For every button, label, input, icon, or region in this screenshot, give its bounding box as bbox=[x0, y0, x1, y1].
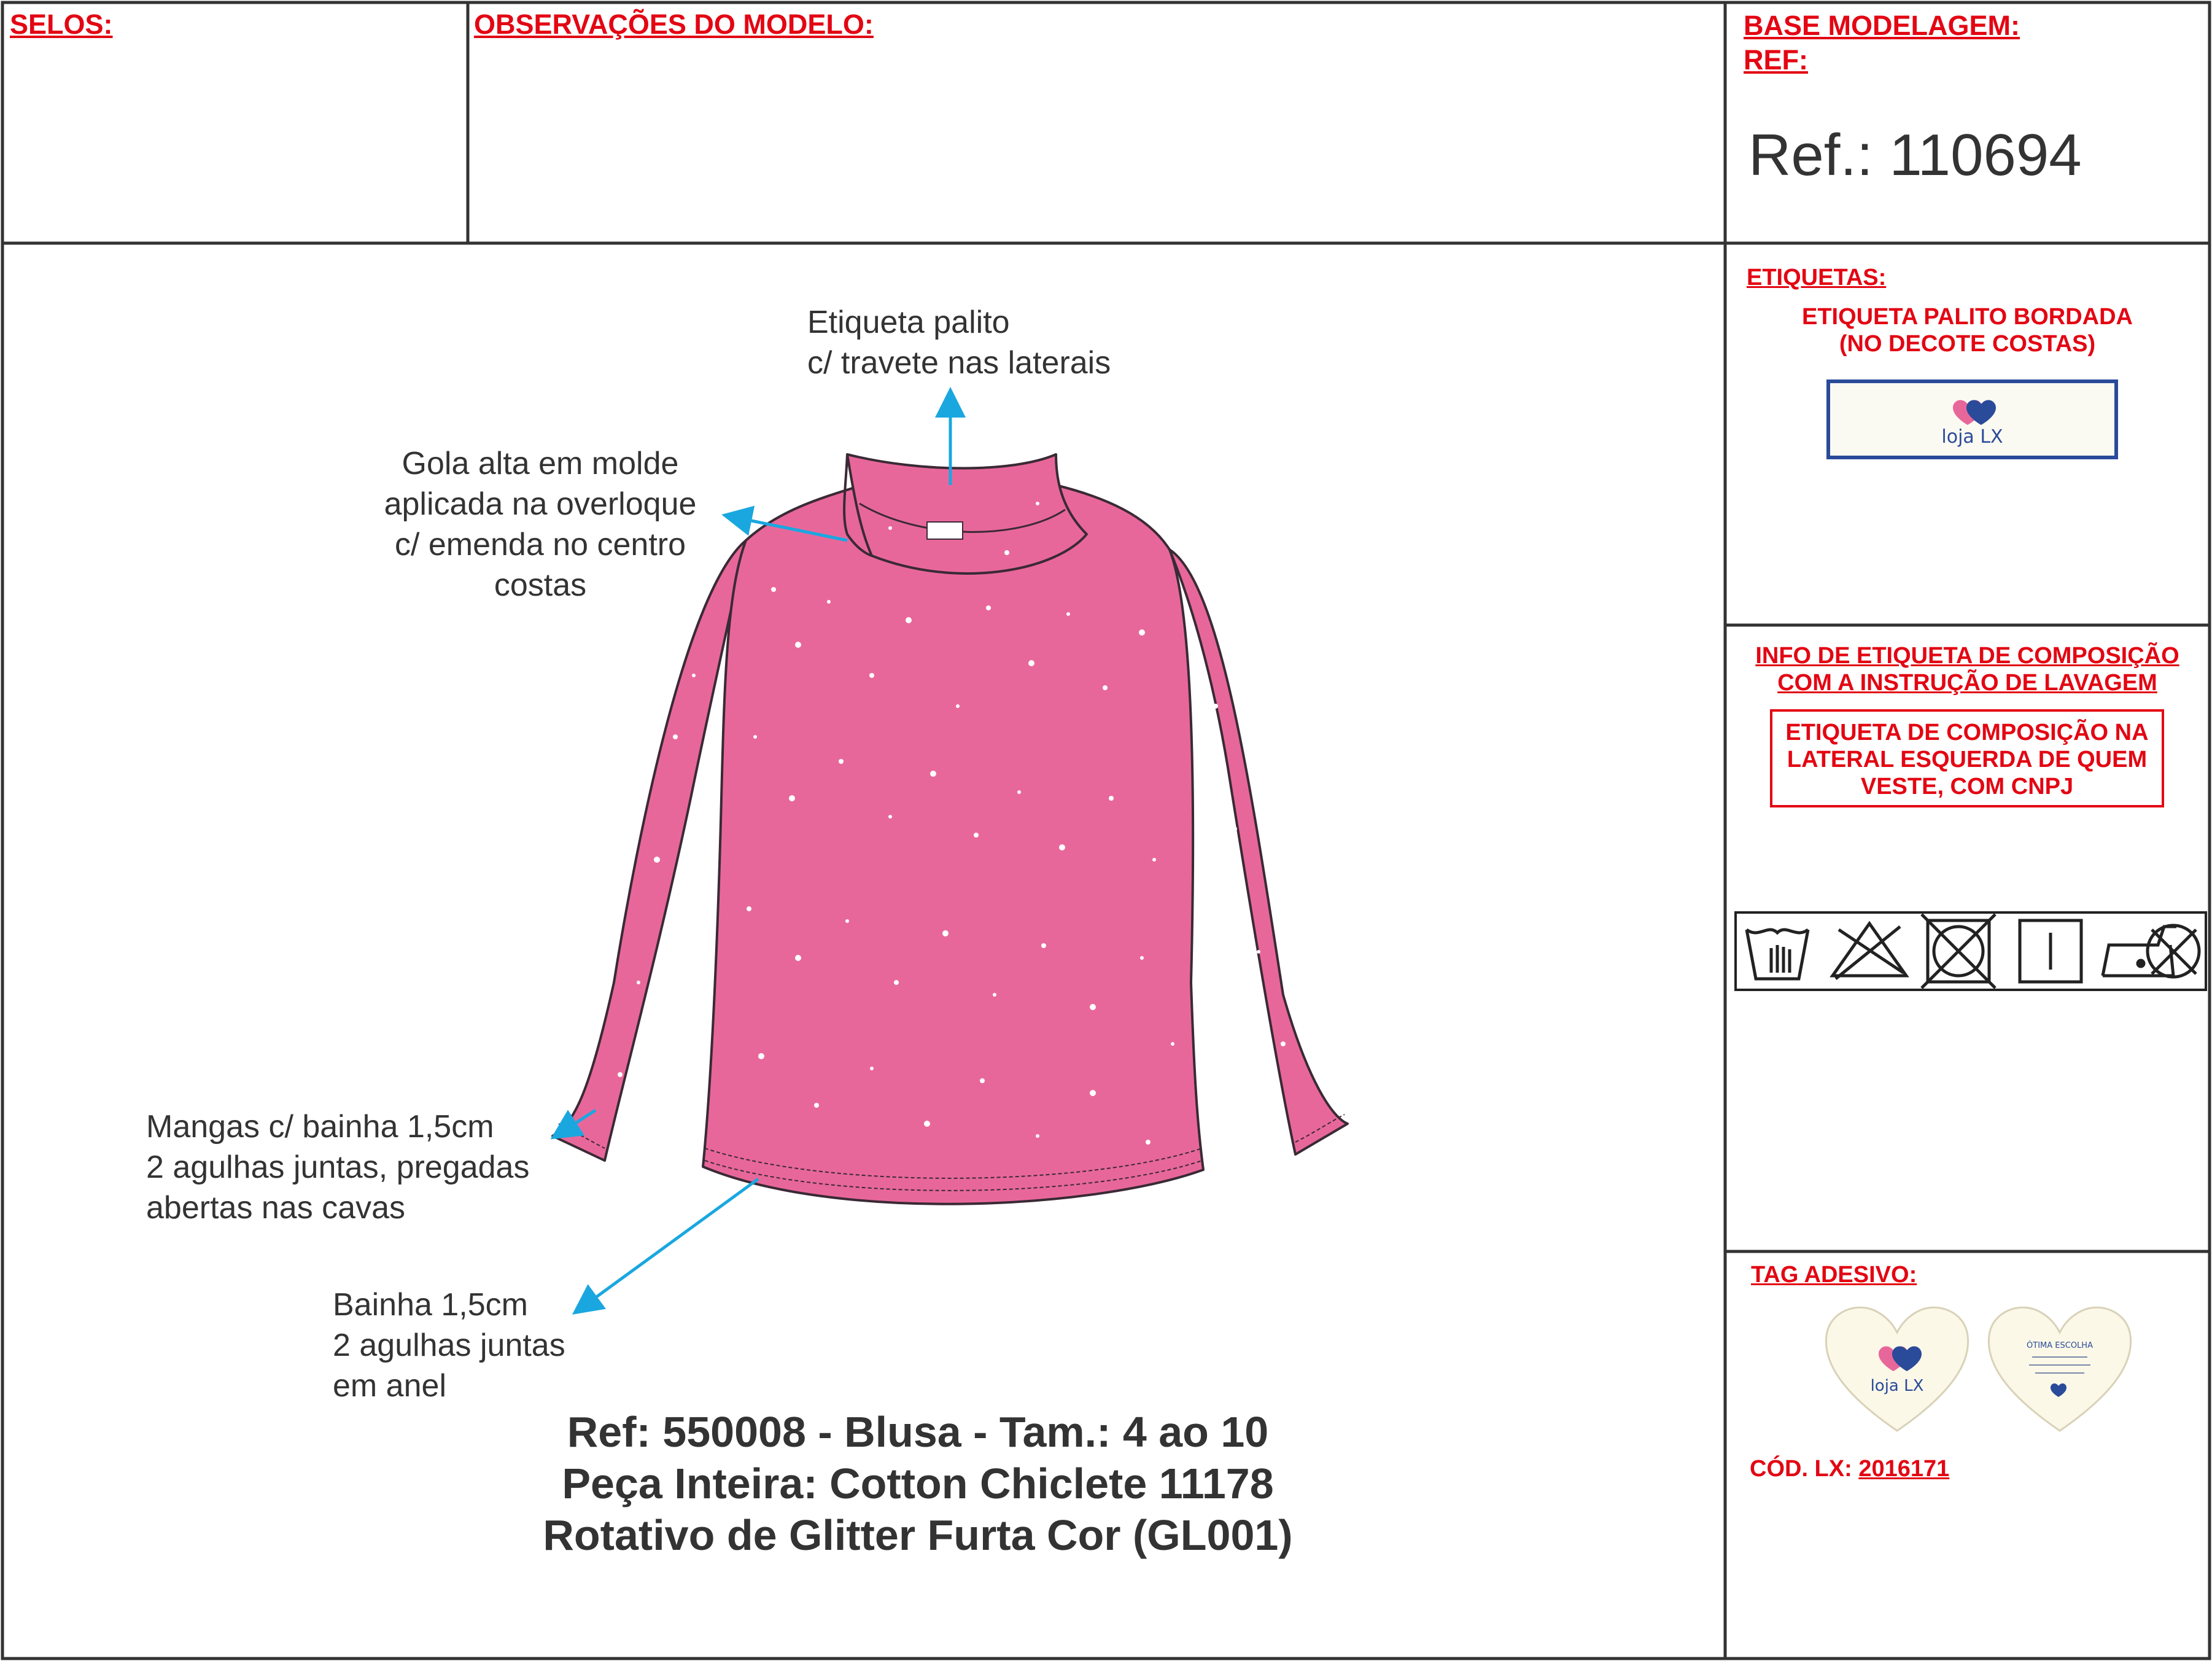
heart-tag-back bbox=[1989, 1307, 2130, 1431]
product-title-line3: Rotativo de Glitter Furta Cor (GL001) bbox=[543, 1511, 1293, 1559]
heart-tags bbox=[1820, 1299, 2140, 1437]
etiquetas-desc-line1: ETIQUETA PALITO BORDADA bbox=[1801, 304, 2133, 330]
callout-gola: Gola alta em molde aplicada na overloque c/ emenda no centro costas bbox=[384, 446, 697, 603]
heart-tag-front bbox=[1826, 1307, 1968, 1431]
selos-label: SELOS: bbox=[10, 9, 113, 40]
product-title-line2: Peça Inteira: Cotton Chiclete 11178 bbox=[562, 1460, 1274, 1507]
base-modelagem-label: BASE MODELAGEM: bbox=[1744, 10, 2020, 41]
neck-label-mark bbox=[927, 522, 963, 539]
cod-lx-row bbox=[1750, 1455, 1949, 1482]
callout-etiqueta-palito: Etiqueta palito c/ travete nas laterais bbox=[807, 305, 1111, 381]
composicao-box bbox=[1770, 709, 2164, 807]
tag-back-title: ÓTIMA ESCOLHA bbox=[2027, 1341, 2093, 1350]
composicao-box-line1: ETIQUETA DE COMPOSIÇÃO NA bbox=[1785, 720, 2149, 745]
tag-adesivo-label: TAG ADESIVO: bbox=[1751, 1262, 1917, 1288]
cod-lx-label: CÓD. LX: bbox=[1750, 1456, 1852, 1482]
product-title-line1: Ref: 550008 - Blusa - Tam.: 4 ao 10 bbox=[567, 1408, 1269, 1456]
composicao-title-line1: INFO DE ETIQUETA DE COMPOSIÇÃO bbox=[1755, 643, 2179, 669]
observacoes-label: OBSERVAÇÕES DO MODELO: bbox=[474, 9, 874, 40]
do-not-tumble-dry-icon bbox=[1922, 914, 1995, 988]
composicao-title-line2: COM A INSTRUÇÃO DE LAVAGEM bbox=[1777, 670, 2157, 696]
etiquetas-label: ETIQUETAS: bbox=[1747, 265, 1887, 290]
ref-label: REF: bbox=[1744, 44, 1808, 76]
composicao-box-line3: VESTE, COM CNPJ bbox=[1860, 774, 2074, 799]
composicao-box-line2: LATERAL ESQUERDA DE QUEM bbox=[1787, 747, 2148, 772]
callout-mangas: Mangas c/ bainha 1,5cm 2 agulhas juntas, pregadas abertas nas cavas bbox=[146, 1109, 530, 1226]
base-ref-value: Ref.: 110694 bbox=[1748, 122, 2082, 188]
arrow-bainha bbox=[577, 1179, 758, 1311]
woven-label-preview bbox=[1826, 379, 2118, 459]
cod-lx-value: 2016171 bbox=[1858, 1456, 1950, 1482]
tag-logo-text: loja LX bbox=[1870, 1377, 1924, 1395]
care-symbols-strip bbox=[1734, 911, 2207, 991]
etiquetas-desc-line2: (NO DECOTE COSTAS) bbox=[1839, 331, 2096, 357]
callout-bainha: Bainha 1,5cm 2 agulhas juntas em anel bbox=[333, 1287, 565, 1404]
label-logo-text: loja LX bbox=[1941, 426, 2003, 448]
